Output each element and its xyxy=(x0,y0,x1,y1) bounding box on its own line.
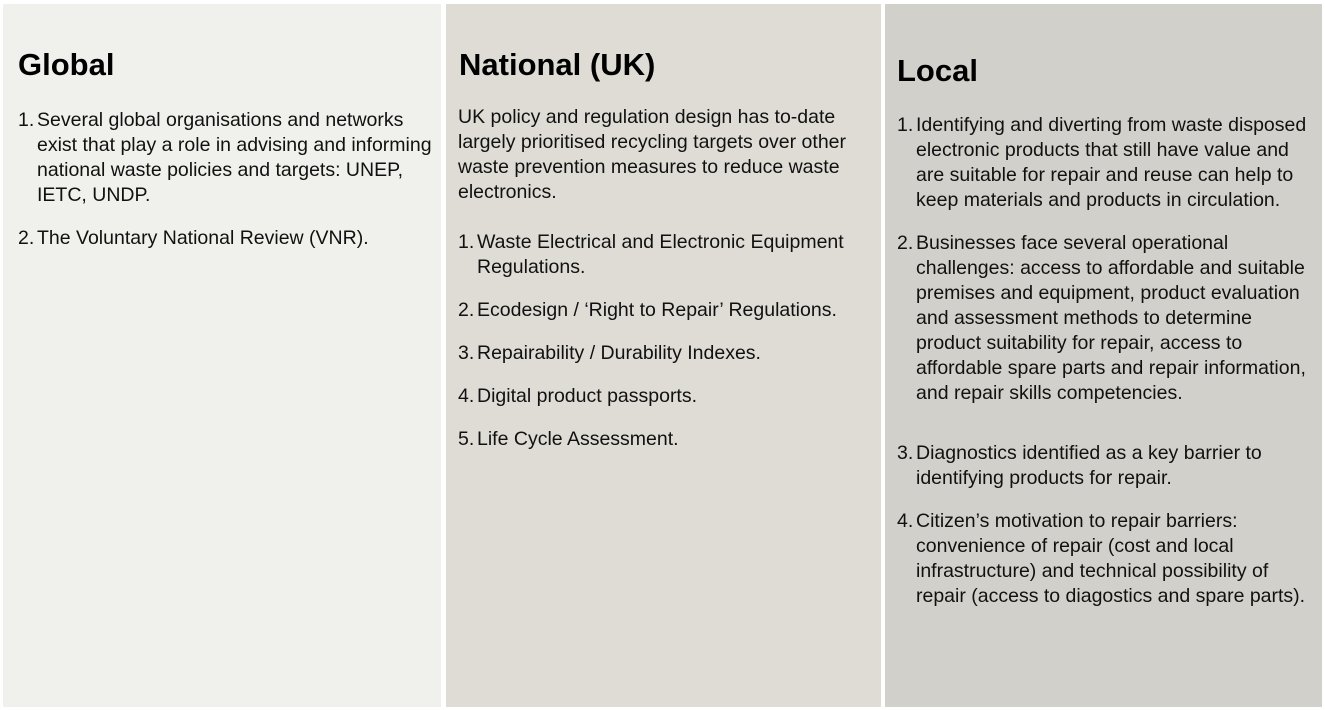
item-text: Ecodesign / ‘Right to Repair’ Regulations. xyxy=(477,299,837,321)
national-item-4 xyxy=(458,384,878,409)
national-item-1 xyxy=(458,230,878,280)
local-title: Local xyxy=(897,53,978,88)
item-number: 4. xyxy=(897,510,914,532)
local-item-2 xyxy=(897,231,1321,406)
item-number: 2. xyxy=(18,227,35,249)
item-number: 3. xyxy=(458,342,475,364)
item-number: 3. xyxy=(897,442,914,464)
global-item-2 xyxy=(18,226,438,251)
item-number: 1. xyxy=(458,231,475,253)
item-number: 5. xyxy=(458,428,475,450)
item-number: 2. xyxy=(458,299,475,321)
local-panel xyxy=(885,4,1322,707)
item-text: Repairability / Durability Indexes. xyxy=(477,342,761,364)
national-item-2 xyxy=(458,298,878,323)
item-number: 1. xyxy=(897,114,914,136)
national-panel xyxy=(446,4,881,707)
national-title: National (UK) xyxy=(459,47,656,82)
local-item-4 xyxy=(897,509,1321,609)
item-text: Digital product passports. xyxy=(477,385,698,407)
global-list xyxy=(18,108,438,269)
item-text: Several global organisations and networks exist that play a role in advising and informing national waste policies and targets: UNEP, IETC, UNDP. xyxy=(37,109,432,206)
item-text: Diagnostics identified as a key barrier to identifying products for repair. xyxy=(916,442,1262,489)
item-text: Identifying and diverting from waste disposed electronic products that still have value and are suitable for repair and reuse can help to keep materials and products in circulation. xyxy=(916,114,1307,211)
global-item-1 xyxy=(18,108,438,208)
item-text: Citizen’s motivation to repair barriers: convenience of repair (cost and local infrastructure) and technical possibility of repair (access to diagostics and spare parts). xyxy=(916,510,1306,607)
national-list xyxy=(458,230,878,470)
national-intro: UK policy and regulation design has to-date largely prioritised recycling targets over other waste prevention measures to reduce waste electronics. xyxy=(458,106,847,203)
item-number: 2. xyxy=(897,232,914,254)
local-item-3 xyxy=(897,441,1321,491)
national-item-3 xyxy=(458,341,878,366)
global-title: Global xyxy=(18,47,115,82)
item-text: Businesses face several operational challenges: access to affordable and suitable premises and equipment, product evaluation and assessment methods to determine product suitability for repair, access to affordable spare parts and repair information, and repair skills competencies. xyxy=(916,232,1306,404)
global-panel xyxy=(3,4,441,707)
item-text: The Voluntary National Review (VNR). xyxy=(37,227,369,249)
local-list xyxy=(897,113,1321,627)
item-number: 4. xyxy=(458,385,475,407)
local-item-1 xyxy=(897,113,1321,213)
national-item-5 xyxy=(458,427,878,452)
item-number: 1. xyxy=(18,109,35,131)
item-text: Life Cycle Assessment. xyxy=(477,428,679,450)
item-text: Waste Electrical and Electronic Equipment Regulations. xyxy=(477,231,844,278)
